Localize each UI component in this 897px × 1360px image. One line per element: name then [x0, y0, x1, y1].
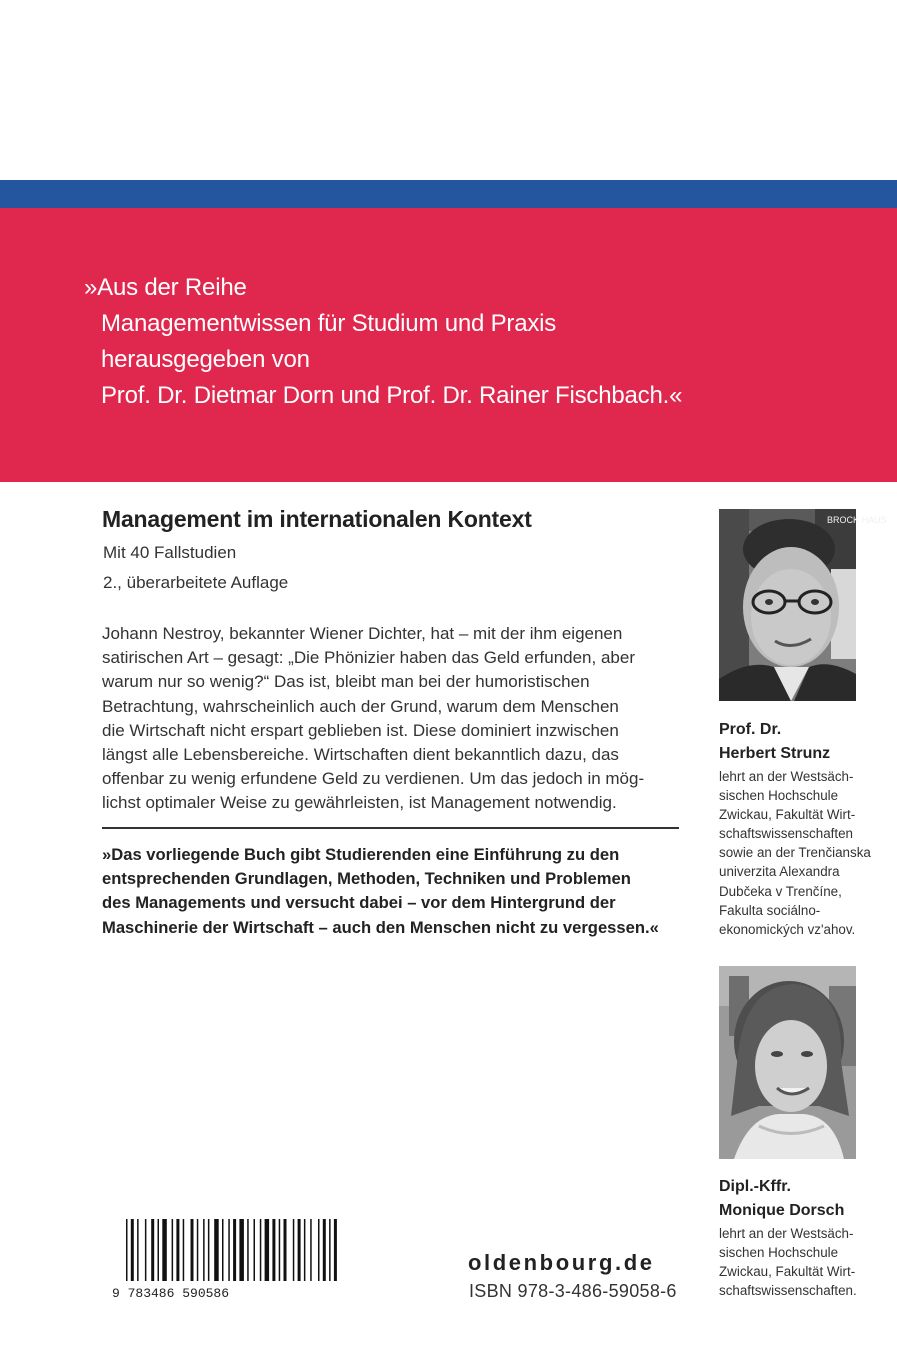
quote-line: »Das vorliegende Buch gibt Studierenden eine Einführung zu den — [102, 845, 620, 864]
bio-line: sowie an der Trenčianska — [719, 845, 871, 861]
description-line: offenbar zu wenig erfundene Geld zu verdienen. Um das jedoch in mög- — [102, 769, 645, 789]
barcode-number: 9 783486 590586 — [112, 1286, 230, 1301]
quote-line: Maschinerie der Wirtschaft – auch den Menschen nicht zu vergessen.« — [102, 917, 659, 937]
bio-line: univerzita Alexandra — [719, 864, 840, 880]
description-line: warum nur so wenig?“ Das ist, bleibt man bei der humoristischen — [102, 672, 590, 692]
sign-text: BROCK HAUS — [827, 515, 887, 525]
bio-line: schaftswissenschaften. — [719, 1283, 857, 1299]
description-paragraph — [102, 622, 682, 816]
description-line: längst alle Lebensbereiche. Wirtschaften dient bekanntlich dazu, das — [102, 745, 619, 765]
author-bio-dorsch — [719, 1224, 894, 1300]
pull-quote — [102, 843, 682, 940]
description-line: satirischen Art – gesagt: „Die Phönizier haben das Geld erfunden, aber — [102, 648, 635, 668]
bio-line: lehrt an der Westsäch- — [719, 1226, 854, 1241]
bio-line: sischen Hochschule — [719, 788, 839, 804]
bio-line: Zwickau, Fakultät Wirt- — [719, 807, 856, 823]
author-name-line: Dipl.-Kffr. — [719, 1178, 791, 1195]
series-line: »Aus der Reihe — [84, 274, 247, 301]
author-photo-strunz — [719, 509, 887, 701]
bio-line: lehrt an der Westsäch- — [719, 769, 854, 784]
description-line: Johann Nestroy, bekannter Wiener Dichter, hat – mit der ihm eigenen — [102, 624, 623, 643]
author-name-line: Monique Dorsch — [719, 1202, 845, 1219]
author-bio-strunz — [719, 767, 894, 939]
quote-line: entsprechenden Grundlagen, Methoden, Techniken und Problemen — [102, 869, 631, 889]
author-name-line: Herbert Strunz — [719, 745, 831, 762]
series-line: Managementwissen für Studium und Praxis — [101, 310, 557, 337]
description-line: lichst optimaler Weise zu gewährleisten, ist Management notwendig. — [102, 793, 617, 813]
author-name-strunz — [719, 718, 830, 766]
series-line: herausgegeben von — [101, 346, 310, 373]
series-statement — [84, 270, 884, 414]
bio-line: schaftswissenschaften — [719, 826, 853, 842]
book-edition: 2., überarbeitete Auflage — [103, 573, 289, 592]
author-photo-dorsch — [719, 966, 856, 1159]
author-name-dorsch — [719, 1175, 844, 1223]
top-blue-band — [0, 180, 897, 208]
publisher-website: oldenbourg.de — [468, 1250, 655, 1275]
isbn: ISBN 978-3-486-59058-6 — [469, 1281, 677, 1301]
series-line: Prof. Dr. Dietmar Dorn und Prof. Dr. Rainer Fischbach.« — [101, 382, 683, 409]
bio-line: Fakulta sociálno- — [719, 902, 821, 918]
bio-line: Dubčeka v Trenčíne, — [719, 883, 842, 899]
book-title: Management im internationalen Kontext — [102, 506, 532, 532]
divider-rule — [102, 827, 679, 829]
book-subtitle: Mit 40 Fallstudien — [103, 543, 237, 562]
bio-line: ekonomických vz'ahov. — [719, 921, 856, 937]
description-line: Betrachtung, wahrscheinlich auch der Grund, warum dem Menschen — [102, 696, 619, 716]
bio-line: sischen Hochschule — [719, 1245, 839, 1261]
author-name-line: Prof. Dr. — [719, 721, 782, 738]
description-line: die Wirtschaft nicht erspart geblieben ist. Diese dominiert inzwischen — [102, 720, 619, 740]
quote-line: des Managements und versucht dabei – vor dem Hintergrund der — [102, 893, 616, 913]
bio-line: Zwickau, Fakultät Wirt- — [719, 1264, 856, 1280]
